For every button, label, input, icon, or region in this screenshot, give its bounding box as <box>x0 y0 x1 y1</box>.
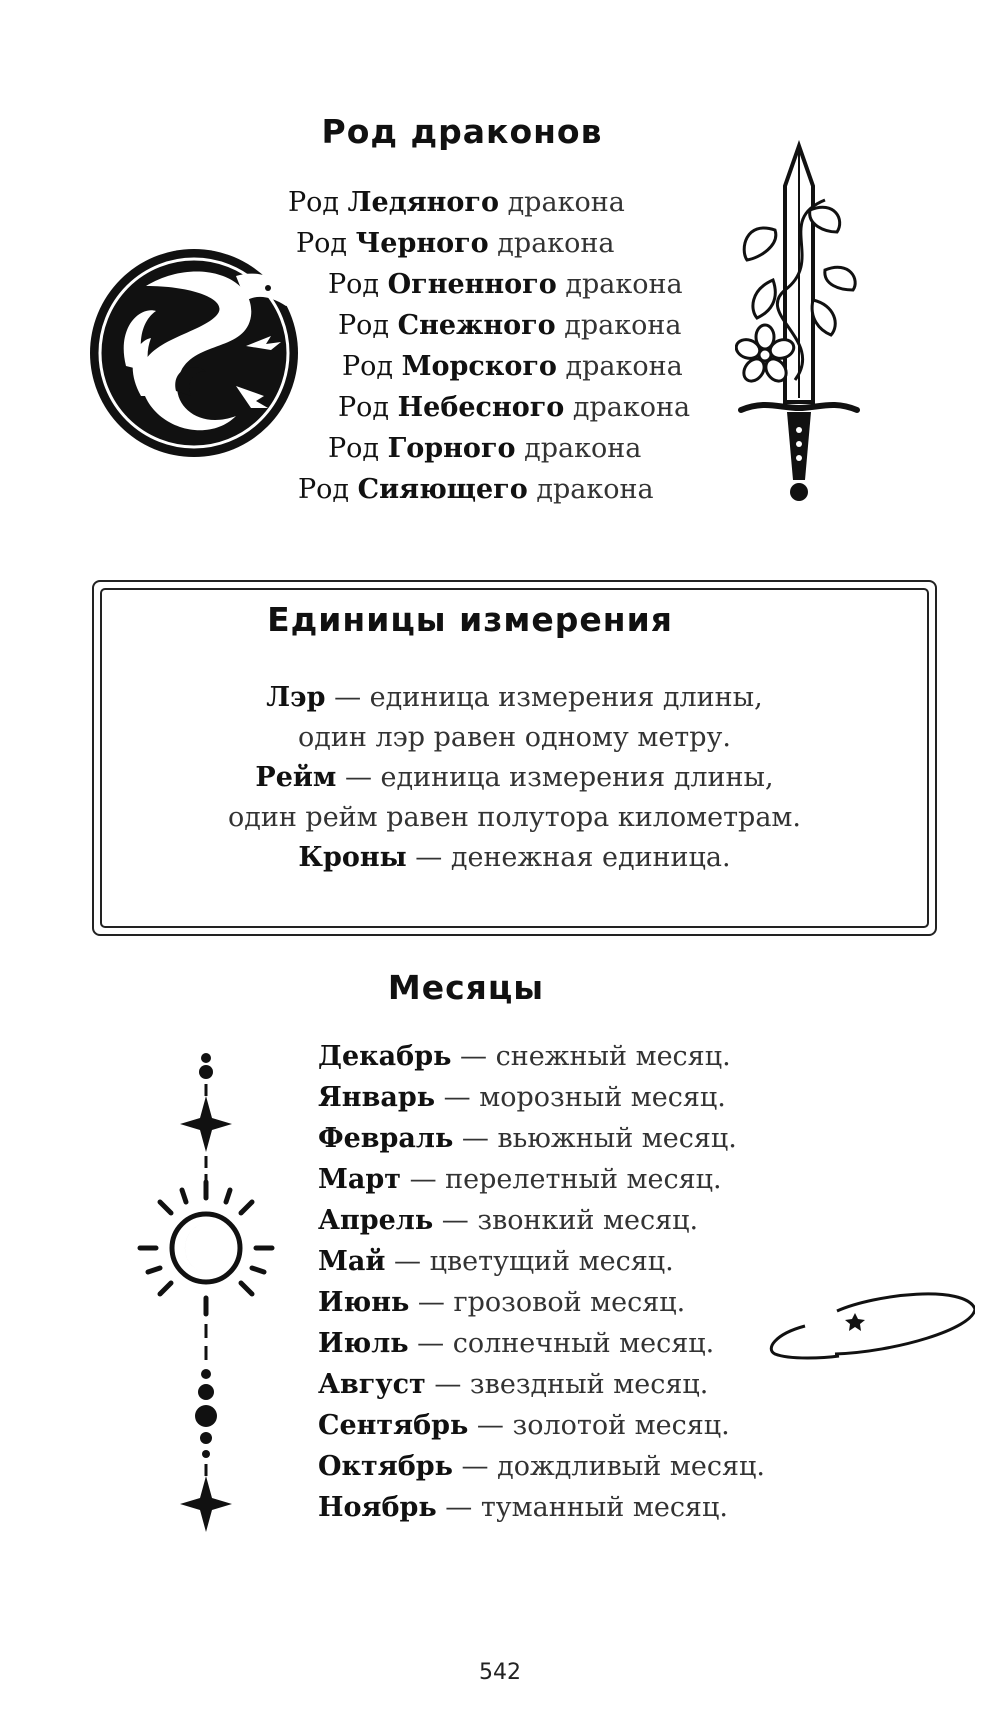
month-item: Апрель — звонкий месяц. <box>318 1205 699 1236</box>
month-item: Июль — солнечный месяц. <box>318 1328 715 1359</box>
month-item: Сентябрь — золотой месяц. <box>318 1410 730 1441</box>
month-item: Май — цветущий месяц. <box>318 1246 674 1277</box>
clan-item: Род Ледяного дракона <box>288 187 625 218</box>
page-number: 542 <box>479 1660 521 1685</box>
units-line: Лэр — единица измерения длины, <box>266 682 763 713</box>
crescent-moon-orbit-icon <box>735 1214 975 1424</box>
clan-item: Род Черного дракона <box>296 228 615 259</box>
clan-item: Род Горного дракона <box>328 433 642 464</box>
clan-item: Род Небесного дракона <box>338 392 691 423</box>
months-title: Месяцы <box>387 968 545 1007</box>
sun-moon-column-icon <box>136 1052 276 1572</box>
month-item: Март — перелетный месяц. <box>318 1164 722 1195</box>
month-item: Декабрь — снежный месяц. <box>318 1041 731 1072</box>
sword-with-vines-icon <box>735 140 865 520</box>
month-item: Январь — морозный месяц. <box>318 1082 726 1113</box>
units-line: один рейм равен полутора километрам. <box>227 802 802 833</box>
month-item: Ноябрь — туманный месяц. <box>318 1492 728 1523</box>
month-item: Февраль — вьюжный месяц. <box>318 1123 737 1154</box>
clan-item: Род Огненного дракона <box>328 269 683 300</box>
month-item: Июнь — грозовой месяц. <box>318 1287 686 1318</box>
clan-item: Род Морского дракона <box>342 351 683 382</box>
units-line: один лэр равен одному метру. <box>297 722 731 753</box>
month-item: Октябрь — дождливый месяц. <box>318 1451 765 1482</box>
month-item: Август — звездный месяц. <box>318 1369 709 1400</box>
clan-item: Род Снежного дракона <box>338 310 682 341</box>
units-line: Рейм — единица измерения длины, <box>255 762 774 793</box>
units-line: Кроны — денежная единица. <box>298 842 731 873</box>
dragon-emblem-icon <box>86 246 310 460</box>
clan-item: Род Сияющего дракона <box>298 474 654 505</box>
dragon-clans-title: Род драконов <box>321 112 603 151</box>
units-title: Единицы измерения <box>267 600 673 639</box>
